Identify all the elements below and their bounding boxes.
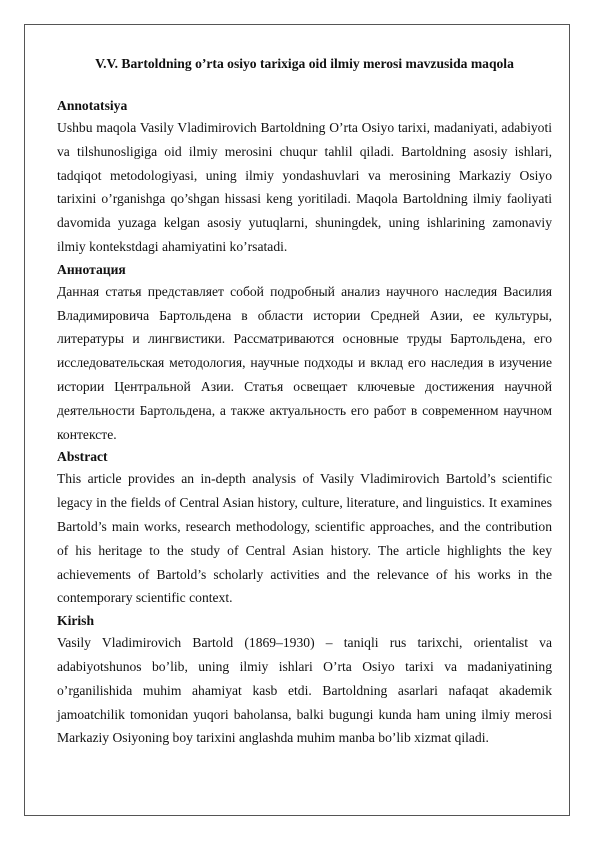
document-body	[57, 44, 552, 750]
section-text-abstract: This article provides an in-depth analysis of Vasily Vladimirovich Bartold’s scientific legacy in the fields of Central Asian history, culture, literature, and linguistics. It examines Bartold’s main works, research methodology, scientific approaches, and the contribution of his heritage to the study of Central Asian history. The article highlights the key achievements of Bartold’s scholarly activities and the relevance of his works in the contemporary scientific context.	[57, 471, 552, 606]
section-text-annotatsiya-ru: Данная статья представляет собой подробный анализ научного наследия Василия Владимировича Бартольдена в области истории Средней Азии, ее культуры, литературы и лингвистики. Рассматриваются основные труды Бартольдена, его исследовательская методология, научные подходы и вклад его наследия в изучение истории Центральной Азии. Статья освещает ключевые достижения научной деятельности Бартольдена, а также актуальность его работ в современном научном контексте.	[57, 283, 552, 442]
section-heading-annotatsiya-ru: Аннотация	[57, 261, 126, 277]
section-heading-annotatsiya: Annotatsiya	[57, 98, 128, 113]
section-text-annotatsiya: Ushbu maqola Vasily Vladimirovich Bartoldning O’rta Osiyo tarixi, madaniyati, adabiyoti va tilshunosligiga oid ilmiy merosini chuqur tahlil qiladi. Bartoldning asosiy ishlari, tadqiqot metodologiyasi, uning ilmiy yondashuvlari va merosining Markaziy Osiyo tarixini o’rganishga qo’shgan hissasi keng yoritiladi. Maqola Bartoldning ilmiy faoliyati davomida yuzaga kelgan asosiy yutuqlarni, shuningdek, uning ishlarining zamonaviy ilmiy kontekstdagi ahamiyatini ko’rsatadi.	[57, 120, 552, 254]
section-heading-abstract: Abstract	[57, 449, 108, 465]
section-heading-kirish: Kirish	[57, 613, 95, 629]
section-text-kirish: Vasily Vladimirovich Bartold (1869–1930) – taniqli rus tarixchi, orientalist va adabiyotshunos bo’lib, uning ilmiy ishlari O’rta Osiyo tarixi va madaniyatining o’rganilishida muhim ahamiyat kasb etdi. Bartoldning asarlari nafaqat akademik jamoatchilik tomonidan yuqori baholansa, balki bugungi kunda ham uning ilmiy merosi Markaziy Osiyoning boy tarixini anglashda muhim manba bo’lib xizmat qiladi.	[57, 635, 552, 746]
article-title: V.V. Bartoldning o’rta osiyo tarixiga oid ilmiy merosi mavzusida maqola	[95, 56, 514, 71]
